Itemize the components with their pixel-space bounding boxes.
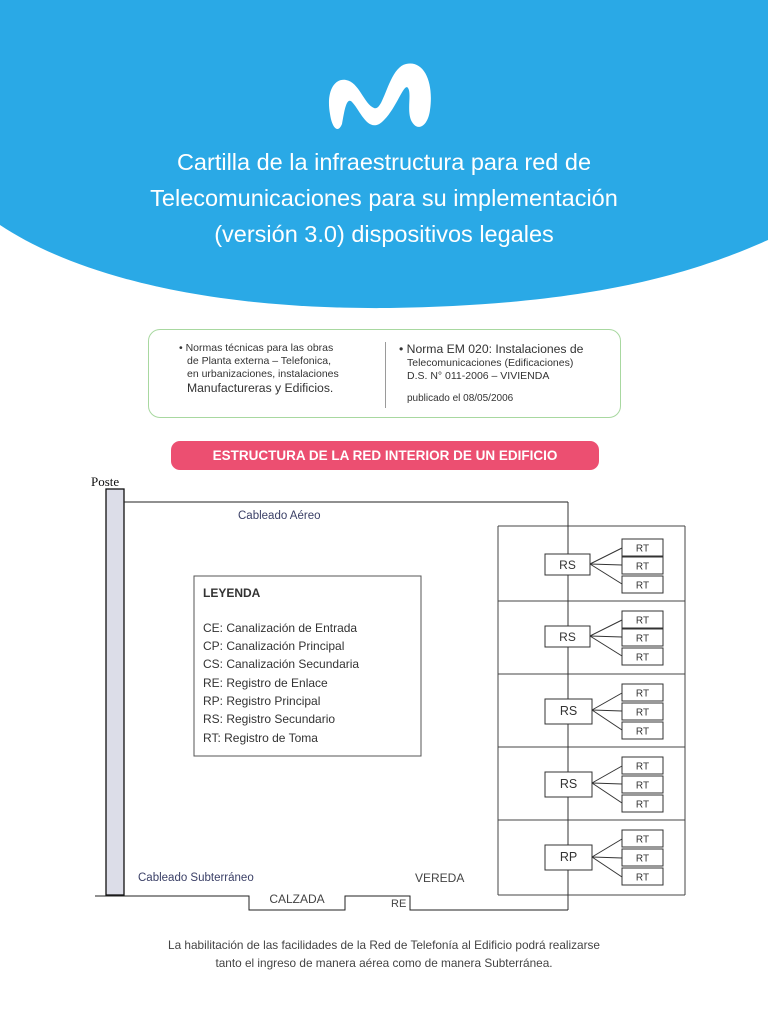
outlet-label: RT bbox=[635, 780, 650, 792]
pole bbox=[106, 489, 124, 895]
register-label: RS bbox=[559, 630, 576, 644]
norm-left-line: en urbanizaciones, instalaciones bbox=[187, 368, 339, 380]
street-label: CALZADA bbox=[269, 892, 325, 906]
outlet-label: RT bbox=[635, 761, 650, 773]
norm-right-column bbox=[399, 342, 583, 405]
norm-left-column bbox=[179, 342, 339, 396]
legend-title: LEYENDA bbox=[203, 586, 261, 600]
section-banner: ESTRUCTURA DE LA RED INTERIOR DE UN EDIFICIO bbox=[171, 441, 599, 470]
register-label: RS bbox=[559, 704, 578, 718]
outlet-label: RT bbox=[635, 561, 650, 573]
norms-box bbox=[148, 329, 621, 418]
norm-right-title: • Norma EM 020: Instalaciones de bbox=[399, 342, 584, 356]
page-title bbox=[60, 144, 708, 252]
legend-item: RS: Registro Secundario bbox=[203, 712, 336, 726]
title-line: Cartilla de la infraestructura para red de bbox=[176, 149, 592, 175]
building-network-diagram bbox=[0, 472, 768, 912]
floor bbox=[545, 830, 663, 885]
outlet-label: RT bbox=[635, 726, 650, 738]
outlet-label: RT bbox=[635, 543, 650, 555]
re-label: RE bbox=[391, 898, 407, 910]
legend-item: CP: Canalización Principal bbox=[203, 639, 345, 653]
outlet-label: RT bbox=[635, 834, 650, 846]
floor bbox=[545, 611, 663, 665]
norm-right-line: D.S. N° 011-2006 – VIVIENDA bbox=[407, 370, 550, 382]
floor bbox=[545, 684, 663, 739]
outlet-label: RT bbox=[635, 580, 650, 592]
footer-line: La habilitación de las facilidades de la Red de Telefonía al Edificio podrá realizarse bbox=[168, 938, 600, 952]
register-label: RP bbox=[559, 850, 578, 864]
aerial-cable-label: Cableado Aéreo bbox=[238, 510, 321, 522]
norm-left-line: de Planta externa – Telefonica, bbox=[187, 355, 331, 367]
norms-divider bbox=[385, 342, 386, 408]
footer-line: tanto el ingreso de manera aérea como de manera Subterránea. bbox=[215, 956, 553, 970]
pole-label: Poste bbox=[91, 474, 120, 489]
movistar-logo-icon bbox=[326, 52, 438, 134]
norm-left-line: Manufactureras y Edificios. bbox=[187, 381, 334, 395]
legend bbox=[194, 576, 421, 756]
legend-item: RT: Registro de Toma bbox=[203, 731, 318, 745]
norm-left-line: • Normas técnicas para las obras bbox=[179, 342, 334, 354]
outlet-label: RT bbox=[635, 707, 650, 719]
legend-item: RE: Registro de Enlace bbox=[203, 676, 328, 690]
underground-cable-label: Cableado Subterráneo bbox=[138, 872, 254, 884]
legend-item: CE: Canalización de Entrada bbox=[203, 621, 358, 635]
title-line: Telecomunicaciones para su implementación bbox=[150, 185, 618, 211]
title-line: (versión 3.0) dispositivos legales bbox=[214, 221, 554, 247]
norm-right-line: Telecomunicaciones (Edificaciones) bbox=[407, 357, 574, 369]
outlet-label: RT bbox=[635, 853, 650, 865]
outlet-label: RT bbox=[635, 615, 650, 627]
outlet-label: RT bbox=[635, 688, 650, 700]
register-label: RS bbox=[559, 777, 578, 791]
outlet-label: RT bbox=[635, 652, 650, 664]
sidewalk-label: VEREDA bbox=[415, 871, 465, 885]
floor bbox=[545, 757, 663, 812]
ground-line bbox=[95, 896, 568, 910]
legend-item: RP: Registro Principal bbox=[203, 694, 321, 708]
floor bbox=[545, 539, 663, 593]
outlet-label: RT bbox=[635, 799, 650, 811]
legend-item: CS: Canalización Secundaria bbox=[203, 657, 360, 671]
outlet-label: RT bbox=[635, 872, 650, 884]
outlet-label: RT bbox=[635, 633, 650, 645]
register-label: RS bbox=[559, 558, 576, 572]
footer-note bbox=[84, 936, 684, 972]
norm-right-published: publicado el 08/05/2006 bbox=[407, 393, 514, 404]
